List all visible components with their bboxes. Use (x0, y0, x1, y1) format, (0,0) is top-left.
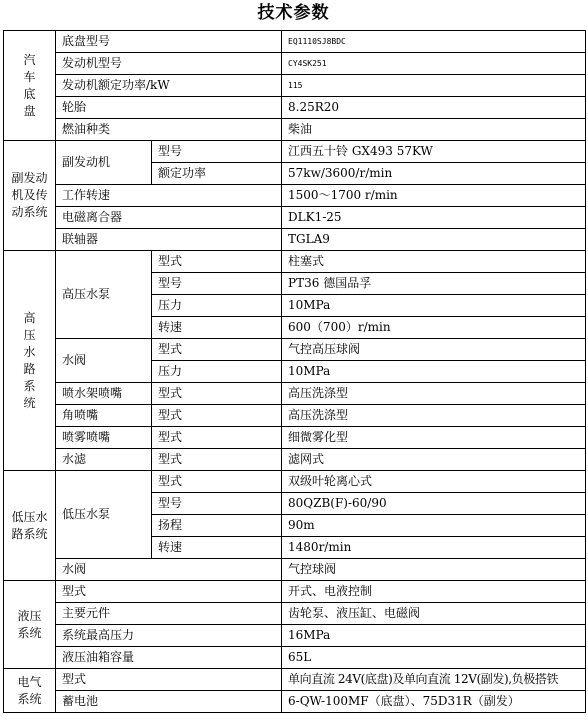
table-row (4, 625, 586, 647)
table-row (4, 647, 586, 669)
param-value: 双级叶轮离心式 (282, 471, 586, 493)
table-row (4, 471, 586, 493)
param-label: 型式 (56, 581, 282, 603)
param-value: 柱塞式 (282, 251, 586, 273)
table-row (4, 581, 586, 603)
table-row (4, 75, 586, 97)
table-row (4, 691, 586, 713)
group-electric: 电气系统 (4, 669, 56, 713)
table-row (4, 251, 586, 273)
param-label: 型号 (152, 273, 282, 295)
table-row (4, 53, 586, 75)
param-value: 气控高压球阀 (282, 339, 586, 361)
param-value: 高压洗涤型 (282, 383, 586, 405)
param-value: 开式、电液控制 (282, 581, 586, 603)
param-value: DLK1-25 (282, 207, 586, 229)
param-label: 型号 (152, 141, 282, 163)
param-label: 燃油种类 (56, 119, 282, 141)
param-value: 柴油 (282, 119, 586, 141)
group-low-pressure: 低压水路系统 (4, 471, 56, 581)
param-label: 发动机型号 (56, 53, 282, 75)
group-hydraulic: 液压系统 (4, 581, 56, 669)
subgroup-high-pump: 高压水泵 (56, 251, 152, 339)
param-label: 底盘型号 (56, 31, 282, 53)
subgroup-nozzle: 喷雾喷嘴 (56, 427, 152, 449)
group-high-pressure: 高压水路系统 (4, 251, 56, 471)
table-row (4, 603, 586, 625)
param-value: 80QZB(F)-60/90 (282, 493, 586, 515)
group-aux: 副发动机及传动系统 (4, 141, 56, 251)
subgroup-aux-engine: 副发动机 (56, 141, 152, 185)
param-label: 液压油箱容量 (56, 647, 282, 669)
page-title: 技术参数 (257, 3, 330, 23)
table-row (4, 97, 586, 119)
param-value: 齿轮泵、液压缸、电磁阀 (282, 603, 586, 625)
param-label: 型式 (152, 427, 282, 449)
param-value: PT36 德国品孚 (282, 273, 586, 295)
param-label: 型式 (152, 471, 282, 493)
param-value: 江西五十铃 GX493 57KW (282, 141, 586, 163)
table-row (4, 31, 586, 53)
param-label: 压力 (152, 295, 282, 317)
table-row (4, 669, 586, 691)
param-label: 型式 (152, 449, 282, 471)
table-row (4, 207, 586, 229)
param-label: 蓄电池 (56, 691, 282, 713)
subgroup-filter: 水滤 (56, 449, 152, 471)
param-label: 发动机额定功率/kW (56, 75, 282, 97)
param-value: 1500～1700 r/min (282, 185, 586, 207)
param-value: 8.25R20 (282, 97, 586, 119)
table-row (4, 449, 586, 471)
param-label: 型号 (152, 493, 282, 515)
table-row (4, 185, 586, 207)
table-row (4, 119, 586, 141)
param-label: 水阀 (56, 559, 282, 581)
param-label: 型式 (152, 251, 282, 273)
param-label: 额定功率 (152, 163, 282, 185)
param-label: 型式 (152, 383, 282, 405)
subgroup-nozzle: 角喷嘴 (56, 405, 152, 427)
table-row (4, 339, 586, 361)
spec-table (3, 30, 586, 713)
param-value: 高压洗涤型 (282, 405, 586, 427)
param-value: 600（700）r/min (282, 317, 586, 339)
param-value: 65L (282, 647, 586, 669)
table-row (4, 559, 586, 581)
param-label: 轮胎 (56, 97, 282, 119)
param-label: 型式 (56, 669, 282, 691)
param-value: CY4SK251 (282, 53, 586, 75)
param-value: 细微雾化型 (282, 427, 586, 449)
param-value: 10MPa (282, 361, 586, 383)
subgroup-low-pump: 低压水泵 (56, 471, 152, 559)
param-value: TGLA9 (282, 229, 586, 251)
param-value: 6-QW-100MF（底盘）、75D31R（副发） (282, 691, 586, 713)
param-label: 压力 (152, 361, 282, 383)
group-chassis: 汽车底盘 (4, 31, 56, 141)
param-label: 型式 (152, 405, 282, 427)
param-value: 57kw/3600/r/min (282, 163, 586, 185)
param-label: 扬程 (152, 515, 282, 537)
table-row (4, 141, 586, 163)
param-value: EQ1110SJ8BDC (282, 31, 586, 53)
param-value: 16MPa (282, 625, 586, 647)
param-label: 系统最高压力 (56, 625, 282, 647)
param-value: 滤网式 (282, 449, 586, 471)
param-value: 90m (282, 515, 586, 537)
subgroup-nozzle: 喷水架喷嘴 (56, 383, 152, 405)
param-label: 转速 (152, 317, 282, 339)
table-row (4, 383, 586, 405)
table-row (4, 405, 586, 427)
param-value: 10MPa (282, 295, 586, 317)
param-value: 1480r/min (282, 537, 586, 559)
param-label: 电磁离合器 (56, 207, 282, 229)
param-label: 主要元件 (56, 603, 282, 625)
param-value: 气控球阀 (282, 559, 586, 581)
param-label: 转速 (152, 537, 282, 559)
param-label: 联轴器 (56, 229, 282, 251)
table-row (4, 229, 586, 251)
subgroup-high-valve: 水阀 (56, 339, 152, 383)
param-value: 单向直流 24V(底盘)及单向直流 12V(副发),负极搭铁 (282, 669, 586, 691)
param-label: 型式 (152, 339, 282, 361)
param-label: 工作转速 (56, 185, 282, 207)
table-row (4, 427, 586, 449)
param-value: 115 (282, 75, 586, 97)
